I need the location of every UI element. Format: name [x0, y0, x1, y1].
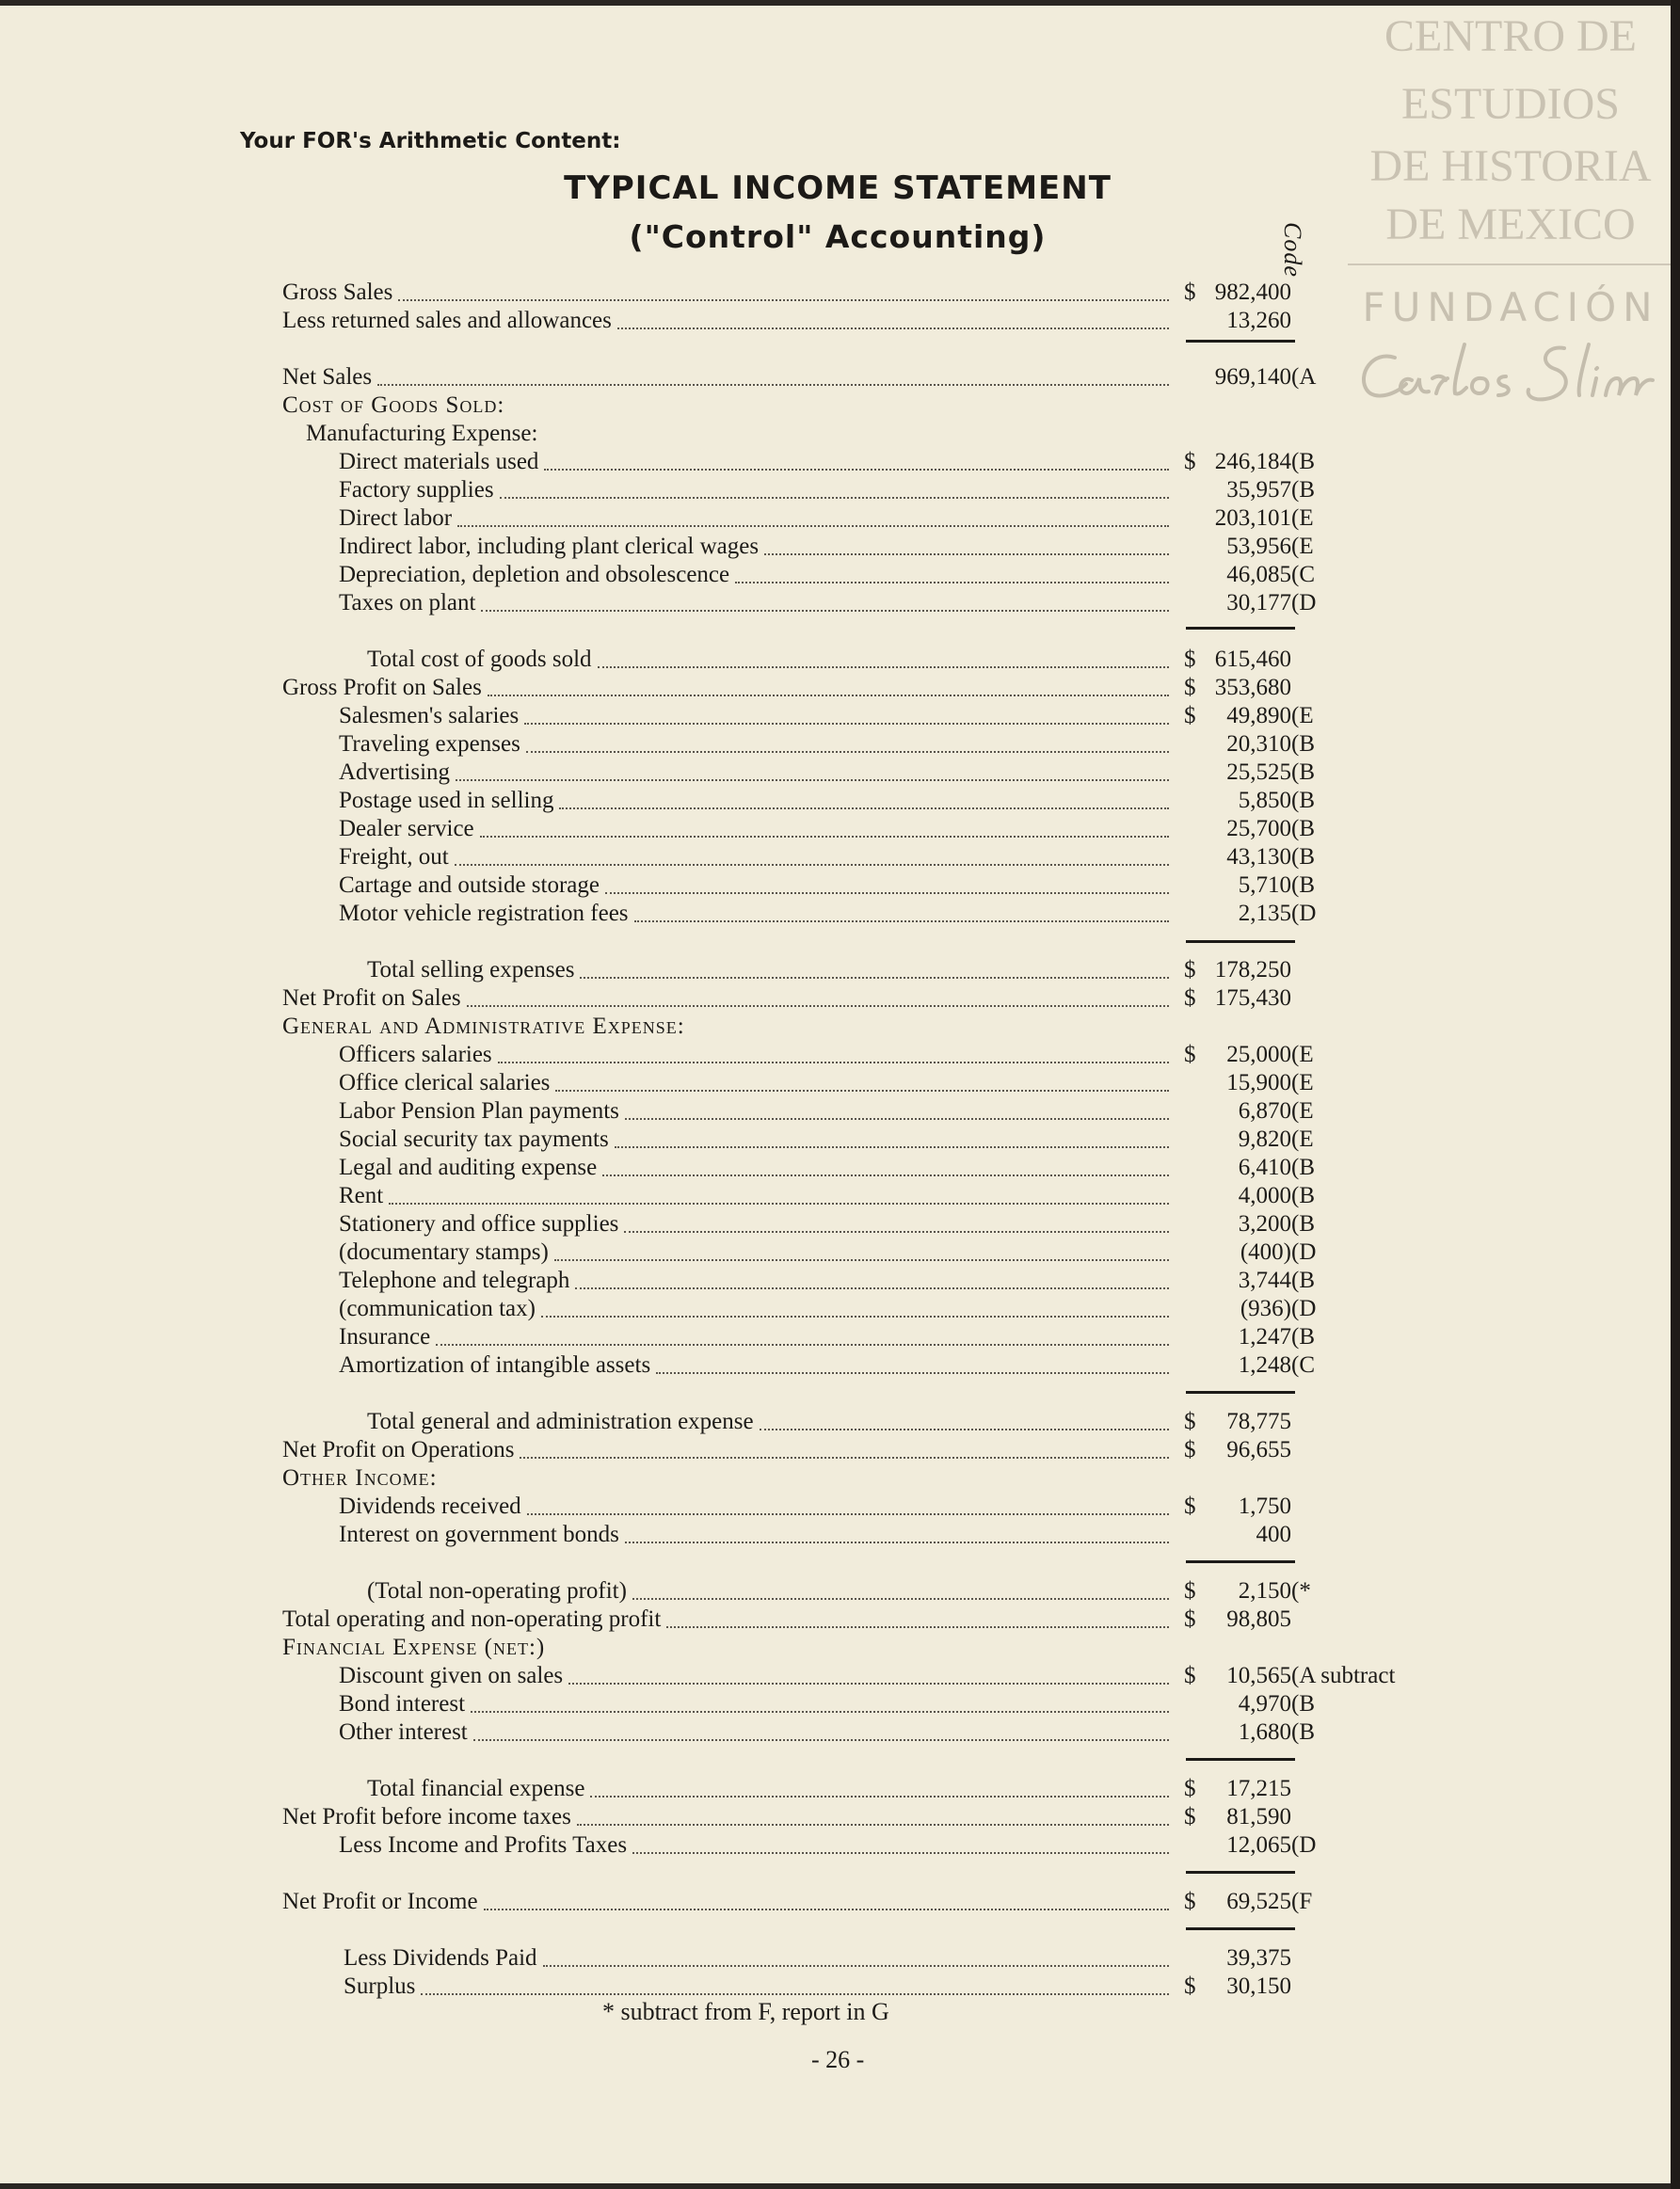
section-label: Your FOR's Arithmetic Content: — [240, 129, 621, 153]
dot-leader — [602, 1174, 1169, 1176]
row-code: (B — [1291, 1211, 1315, 1237]
statement-row — [282, 504, 1468, 533]
page-title: TYPICAL INCOME STATEMENT — [564, 169, 1112, 207]
row-label: Net Profit on Sales — [282, 985, 461, 1011]
row-code: (* — [1291, 1578, 1311, 1604]
currency-symbol: $ — [1184, 1889, 1196, 1914]
row-code: (D — [1291, 901, 1317, 926]
row-label: Financial Expense (net:) — [282, 1635, 546, 1660]
dot-leader — [481, 610, 1169, 612]
dot-leader — [735, 582, 1169, 583]
page-subtitle: ("Control" Accounting) — [629, 218, 1047, 255]
row-amount: 30,177 — [1226, 590, 1291, 615]
row-amount: 43,130 — [1226, 844, 1291, 870]
row-amount: 10,565 — [1226, 1663, 1291, 1688]
dot-leader — [541, 1316, 1169, 1318]
row-label: Less Income and Profits Taxes — [339, 1832, 628, 1858]
row-amount: 25,525 — [1226, 759, 1291, 785]
statement-row — [282, 1041, 1468, 1069]
row-label: Gross Sales — [282, 280, 393, 305]
dot-leader — [456, 779, 1169, 781]
row-label: Postage used in selling — [339, 788, 554, 813]
row-label: Less Dividends Paid — [344, 1945, 537, 1971]
currency-symbol: $ — [1184, 1804, 1196, 1829]
row-amount: 615,460 — [1214, 647, 1291, 672]
row-amount: 96,655 — [1226, 1437, 1291, 1462]
row-amount: 400 — [1256, 1522, 1291, 1547]
statement-row — [282, 871, 1468, 900]
statement-row — [282, 1323, 1468, 1351]
row-code: (A — [1291, 364, 1317, 390]
row-amount: 53,956 — [1226, 534, 1291, 559]
row-label: Salesmen's salaries — [339, 703, 520, 728]
row-amount: 2,150 — [1238, 1578, 1291, 1604]
row-amount: 4,000 — [1238, 1183, 1291, 1208]
row-code: (E — [1291, 1042, 1314, 1067]
dot-leader — [498, 1062, 1169, 1063]
statement-row — [282, 1577, 1468, 1606]
statement-row — [282, 759, 1468, 787]
statement-row — [282, 476, 1468, 504]
statement-row — [282, 1436, 1468, 1464]
row-amount: 203,101 — [1214, 505, 1291, 531]
row-code: (B — [1291, 1719, 1315, 1745]
row-amount: 982,400 — [1214, 280, 1291, 305]
watermark-line: CENTRO DE — [1384, 11, 1637, 61]
dot-leader — [480, 836, 1169, 838]
row-code: (E — [1291, 505, 1314, 531]
dot-leader — [656, 1372, 1169, 1374]
statement-row — [282, 1351, 1468, 1380]
row-amount: 17,215 — [1226, 1776, 1291, 1801]
row-code: (B — [1291, 872, 1315, 898]
statement-row — [282, 702, 1468, 730]
row-amount: 35,957 — [1226, 477, 1291, 503]
row-label: Total selling expenses — [367, 957, 575, 983]
dot-leader — [760, 1429, 1169, 1430]
sum-rule — [1186, 1871, 1295, 1874]
row-amount: (400) — [1240, 1239, 1291, 1265]
page-number: - 26 - — [811, 2046, 865, 2073]
row-label: Legal and auditing expense — [339, 1155, 598, 1180]
row-amount: 6,870 — [1238, 1098, 1291, 1124]
row-amount: 1,750 — [1238, 1494, 1291, 1519]
row-label: Officers salaries — [339, 1042, 492, 1067]
row-code: (D — [1291, 1832, 1317, 1858]
statement-row — [282, 1069, 1468, 1097]
row-label: Surplus — [344, 1973, 416, 1999]
row-label: Dealer service — [339, 816, 474, 841]
row-amount: 15,900 — [1226, 1070, 1291, 1095]
currency-symbol: $ — [1184, 1663, 1196, 1688]
currency-symbol: $ — [1184, 280, 1196, 305]
dot-leader — [543, 1965, 1169, 1967]
statement-row — [282, 448, 1468, 476]
statement-row — [282, 646, 1468, 674]
statement-row — [282, 1097, 1468, 1126]
dot-leader — [625, 1542, 1169, 1543]
row-amount: 13,260 — [1226, 308, 1291, 333]
statement-row — [282, 1182, 1468, 1210]
row-label: Motor vehicle registration fees — [339, 901, 629, 926]
statement-row — [282, 984, 1468, 1013]
dot-leader — [580, 977, 1169, 979]
dot-leader — [471, 1711, 1169, 1713]
watermark-line: ESTUDIOS — [1400, 79, 1620, 129]
row-label: Manufacturing Expense: — [306, 421, 538, 446]
document-page — [0, 6, 1680, 2183]
dot-leader — [590, 1796, 1169, 1798]
currency-symbol: $ — [1184, 1437, 1196, 1462]
row-label: Telephone and telegraph — [339, 1268, 570, 1293]
row-label: Cartage and outside storage — [339, 872, 600, 898]
row-label: Cost of Goods Sold: — [282, 392, 505, 418]
row-code: (B — [1291, 1183, 1315, 1208]
dot-leader — [520, 1457, 1169, 1459]
row-label: Amortization of intangible assets — [339, 1352, 651, 1378]
statement-row — [282, 843, 1468, 871]
statement-row — [282, 391, 1468, 420]
row-amount: 3,744 — [1238, 1268, 1291, 1293]
currency-symbol: $ — [1184, 647, 1196, 672]
row-label: Discount given on sales — [339, 1663, 564, 1688]
currency-symbol: $ — [1184, 1973, 1196, 1999]
currency-symbol: $ — [1184, 1776, 1196, 1801]
watermark-line: DE HISTORIA — [1369, 141, 1652, 191]
currency-symbol: $ — [1184, 1409, 1196, 1434]
row-label: General and Administrative Expense: — [282, 1014, 685, 1039]
row-code: (C — [1291, 562, 1315, 587]
row-label: (communication tax) — [339, 1296, 536, 1321]
row-amount: 20,310 — [1226, 731, 1291, 757]
row-code: (E — [1291, 1126, 1314, 1152]
statement-row — [282, 1662, 1468, 1690]
row-label: Net Profit or Income — [282, 1889, 478, 1914]
statement-row — [282, 1013, 1468, 1041]
dot-leader — [666, 1626, 1169, 1628]
row-label: Factory supplies — [339, 477, 494, 503]
statement-row — [282, 1238, 1468, 1267]
row-amount: 5,850 — [1238, 788, 1291, 813]
dot-leader — [455, 864, 1169, 866]
row-label: Total general and administration expense — [367, 1409, 754, 1434]
row-amount: 1,248 — [1238, 1352, 1291, 1378]
dot-leader — [398, 299, 1169, 301]
row-code: (B — [1291, 759, 1315, 785]
row-code: (B — [1291, 477, 1315, 503]
statement-row — [282, 1718, 1468, 1747]
row-amount: 4,970 — [1238, 1691, 1291, 1717]
row-label: Less returned sales and allowances — [282, 308, 612, 333]
row-amount: 78,775 — [1226, 1409, 1291, 1434]
row-label: Office clerical salaries — [339, 1070, 551, 1095]
row-code: (F — [1291, 1889, 1313, 1914]
row-label: Advertising — [339, 759, 451, 785]
row-code: (D — [1291, 1239, 1317, 1265]
dot-leader — [473, 1739, 1169, 1741]
statement-row — [282, 279, 1468, 307]
currency-symbol: $ — [1184, 675, 1196, 700]
statement-row — [282, 787, 1468, 815]
statement-row — [282, 1493, 1468, 1521]
dot-leader — [377, 384, 1169, 386]
row-amount: 30,150 — [1226, 1973, 1291, 1999]
statement-row — [282, 1408, 1468, 1436]
dot-leader — [524, 723, 1169, 725]
statement-row — [282, 1831, 1468, 1860]
statement-row — [282, 956, 1468, 984]
statement-row — [282, 589, 1468, 617]
row-label: Total cost of goods sold — [367, 647, 592, 672]
statement-row — [282, 1521, 1468, 1549]
watermark-foundation: FUNDACIÓN — [1362, 284, 1659, 330]
row-amount: (936) — [1240, 1296, 1291, 1321]
statement-row — [282, 1295, 1468, 1323]
statement-row — [282, 815, 1468, 843]
row-code: (C — [1291, 1352, 1315, 1378]
dot-leader — [500, 497, 1169, 499]
row-amount: 353,680 — [1214, 675, 1291, 700]
dot-leader — [484, 1909, 1169, 1910]
watermark-line: DE MEXICO — [1385, 200, 1636, 249]
row-amount: 1,680 — [1238, 1719, 1291, 1745]
row-code: (B — [1291, 731, 1315, 757]
row-code: (E — [1291, 534, 1314, 559]
row-label: (documentary stamps) — [339, 1239, 549, 1265]
row-label: Other Income: — [282, 1465, 438, 1491]
dot-leader — [559, 807, 1169, 809]
statement-row — [282, 363, 1468, 391]
row-code: (B — [1291, 844, 1315, 870]
currency-symbol: $ — [1184, 449, 1196, 474]
statement-row — [282, 561, 1468, 589]
currency-symbol: $ — [1184, 703, 1196, 728]
row-label: Taxes on plant — [339, 590, 476, 615]
dot-leader — [436, 1344, 1169, 1346]
statement-row — [282, 533, 1468, 561]
row-label: Total operating and non-operating profit — [282, 1606, 662, 1632]
sum-rule — [1186, 340, 1295, 343]
row-code: (B — [1291, 1155, 1315, 1180]
dot-leader — [467, 1005, 1169, 1007]
row-amount: 246,184 — [1214, 449, 1291, 474]
statement-row — [282, 900, 1468, 928]
dot-leader — [568, 1683, 1169, 1685]
row-label: Stationery and office supplies — [339, 1211, 619, 1237]
row-label: Net Profit on Operations — [282, 1437, 515, 1462]
currency-symbol: $ — [1184, 1494, 1196, 1519]
currency-symbol: $ — [1184, 1578, 1196, 1604]
statement-row — [282, 1126, 1468, 1154]
row-label: Direct materials used — [339, 449, 539, 474]
footnote: * subtract from F, report in G — [602, 1998, 889, 2025]
row-amount: 969,140 — [1214, 364, 1291, 390]
row-amount: 81,590 — [1226, 1804, 1291, 1829]
dot-leader — [764, 553, 1169, 555]
dot-leader — [632, 1598, 1169, 1600]
row-amount: 6,410 — [1238, 1155, 1291, 1180]
dot-leader — [575, 1287, 1169, 1289]
statement-row — [282, 1464, 1468, 1493]
row-code: (B — [1291, 788, 1315, 813]
row-code: (B — [1291, 449, 1315, 474]
row-label: (Total non-operating profit) — [367, 1578, 627, 1604]
row-amount: 9,820 — [1238, 1126, 1291, 1152]
statement-row — [282, 1888, 1468, 1916]
row-amount: 69,525 — [1226, 1889, 1291, 1914]
watermark-divider — [1348, 264, 1673, 265]
row-amount: 25,700 — [1226, 816, 1291, 841]
currency-symbol: $ — [1184, 1606, 1196, 1632]
row-label: Dividends received — [339, 1494, 521, 1519]
row-amount: 46,085 — [1226, 562, 1291, 587]
statement-row — [282, 1606, 1468, 1634]
page-edge — [1671, 0, 1680, 2189]
row-amount: 49,890 — [1226, 703, 1291, 728]
statement-row — [282, 307, 1468, 335]
dot-leader — [605, 892, 1169, 894]
row-amount: 175,430 — [1214, 985, 1291, 1011]
row-label: Bond interest — [339, 1691, 466, 1717]
currency-symbol: $ — [1184, 1042, 1196, 1067]
row-label: Indirect labor, including plant clerical wages — [339, 534, 760, 559]
dot-leader — [615, 1146, 1169, 1148]
currency-symbol: $ — [1184, 985, 1196, 1011]
dot-leader — [554, 1259, 1169, 1261]
row-amount: 178,250 — [1214, 957, 1291, 983]
dot-leader — [634, 920, 1169, 922]
row-code: (B — [1291, 1324, 1315, 1350]
dot-leader — [421, 1993, 1169, 1995]
statement-row — [282, 1973, 1468, 2001]
row-label: Total financial expense — [367, 1776, 585, 1801]
row-amount: 5,710 — [1238, 872, 1291, 898]
row-label: Gross Profit on Sales — [282, 675, 482, 700]
row-label: Net Profit before income taxes — [282, 1804, 571, 1829]
row-label: Rent — [339, 1183, 384, 1208]
row-amount: 12,065 — [1226, 1832, 1291, 1858]
statement-row — [282, 1210, 1468, 1238]
row-amount: 1,247 — [1238, 1324, 1291, 1350]
row-label: Net Sales — [282, 364, 373, 390]
row-amount: 98,805 — [1226, 1606, 1291, 1632]
statement-row — [282, 1803, 1468, 1831]
sum-rule — [1186, 1391, 1295, 1394]
statement-row — [282, 1154, 1468, 1182]
row-label: Depreciation, depletion and obsolescence — [339, 562, 730, 587]
row-amount: 2,135 — [1238, 901, 1291, 926]
dot-leader — [624, 1231, 1169, 1233]
statement-row — [282, 730, 1468, 759]
row-label: Insurance — [339, 1324, 431, 1350]
sum-rule — [1186, 1560, 1295, 1563]
dot-leader — [389, 1203, 1169, 1205]
statement-row — [282, 1944, 1468, 1973]
statement-row — [282, 1634, 1468, 1662]
statement-row — [282, 1775, 1468, 1803]
dot-leader — [555, 1090, 1169, 1092]
row-label: Interest on government bonds — [339, 1522, 619, 1547]
row-code: (E — [1291, 1098, 1314, 1124]
dot-leader — [625, 1118, 1169, 1120]
row-code: (B — [1291, 1268, 1315, 1293]
row-label: Labor Pension Plan payments — [339, 1098, 619, 1124]
row-code: (A subtract — [1291, 1663, 1396, 1688]
dot-leader — [544, 469, 1169, 471]
row-label: Freight, out — [339, 844, 449, 870]
row-label: Social security tax payments — [339, 1126, 609, 1152]
code-column-label: Code — [1279, 222, 1306, 278]
row-amount: 39,375 — [1226, 1945, 1291, 1971]
row-code: (E — [1291, 1070, 1314, 1095]
sum-rule — [1186, 627, 1295, 630]
row-code: (B — [1291, 1691, 1315, 1717]
row-code: (D — [1291, 590, 1317, 615]
dot-leader — [488, 695, 1169, 696]
sum-rule — [1186, 1758, 1295, 1761]
dot-leader — [526, 751, 1169, 753]
dot-leader — [577, 1824, 1169, 1826]
sum-rule — [1186, 940, 1295, 943]
statement-row — [282, 420, 1468, 448]
dot-leader — [617, 328, 1169, 329]
row-label: Traveling expenses — [339, 731, 520, 757]
statement-row — [282, 1690, 1468, 1718]
dot-leader — [598, 666, 1169, 668]
statement-row — [282, 1267, 1468, 1295]
row-code: (E — [1291, 703, 1314, 728]
dot-leader — [632, 1852, 1169, 1854]
row-label: Other interest — [339, 1719, 468, 1745]
sum-rule — [1186, 1927, 1295, 1930]
row-code: (D — [1291, 1296, 1317, 1321]
row-amount: 25,000 — [1226, 1042, 1291, 1067]
row-code: (B — [1291, 816, 1315, 841]
row-amount: 3,200 — [1238, 1211, 1291, 1237]
row-label: Direct labor — [339, 505, 453, 531]
dot-leader — [527, 1513, 1169, 1515]
dot-leader — [457, 525, 1169, 527]
currency-symbol: $ — [1184, 957, 1196, 983]
statement-row — [282, 674, 1468, 702]
